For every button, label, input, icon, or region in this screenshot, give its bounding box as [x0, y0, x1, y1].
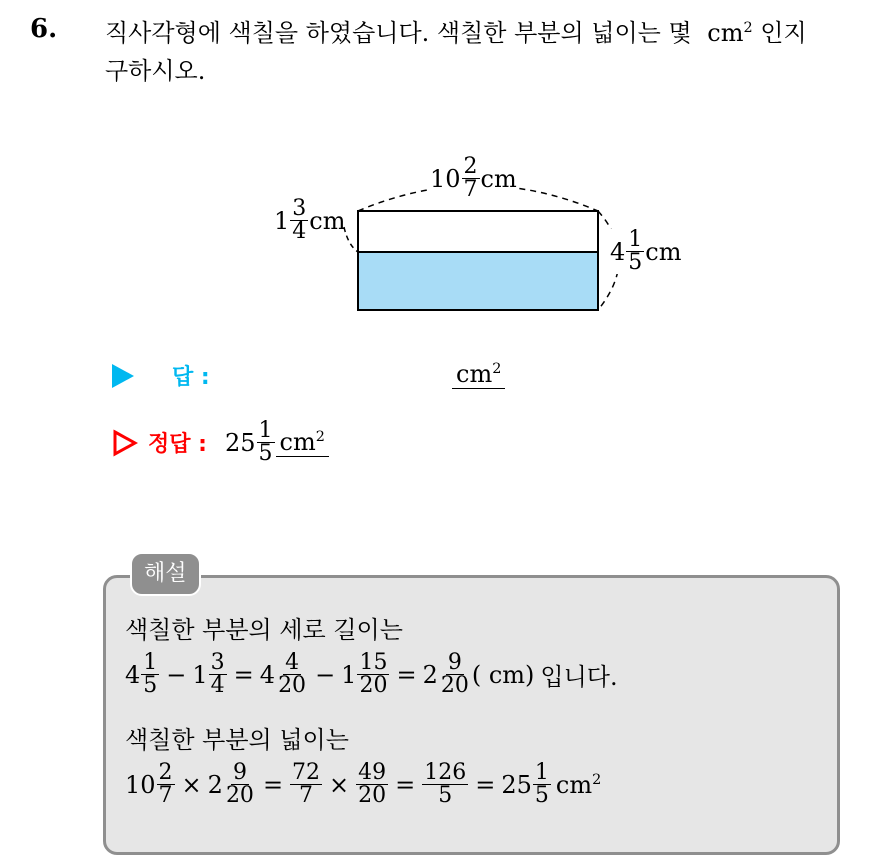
play-triangle-icon	[112, 364, 134, 388]
answer-label: 답 :	[172, 365, 210, 390]
explanation-line1: 색칠한 부분의 세로 길이는	[125, 616, 403, 644]
explanation-tag: 해설	[130, 552, 201, 596]
question-text-line1-end: 인지	[760, 19, 807, 47]
top-length-label: 10 $\frac{2}{7}$ cm	[430, 154, 517, 202]
question-text-line2: 구하시오.	[105, 57, 206, 85]
right-length-label: 4 $\frac{1}{5}$ cm	[610, 227, 682, 275]
answer-unit: $cm^2$	[452, 360, 505, 389]
explanation-line2: 4 $\frac{1}{5}$ − 1 $\frac{3}{4}$ = 4 $\frac{4}{20}$ − 1 $\frac{15}{20}$ = 2 $\frac{9}{20}$ ( cm) 입니다.	[125, 650, 618, 698]
answer-blank[interactable]	[452, 360, 505, 389]
correct-answer-label: 정답 :	[148, 432, 207, 457]
left-dimension-arc	[344, 227, 358, 252]
shaded-region	[358, 252, 598, 310]
left-length-label: 1 $\frac{3}{4}$ cm	[274, 196, 346, 244]
correct-answer-row	[112, 420, 329, 465]
correct-answer-value: 25 $\frac{1}{5}$ $cm^2$	[225, 420, 329, 465]
answer-row	[112, 360, 210, 391]
question-unit: $cm^2$	[707, 19, 753, 47]
question-number: 6.	[30, 14, 58, 44]
play-outline-icon	[112, 429, 138, 457]
explanation-line4: 10 $\frac{2}{7}$ × 2 $\frac{9}{20}$ = $\frac{72}{7}$ × $\frac{49}{20}$ = $\frac{126}{5}$ = 25 $\frac{1}{5}$ $cm^2$	[125, 760, 602, 808]
question-text-line1: 직사각형에 색칠을 하였습니다. 색칠한 부분의 넓이는 몇	[105, 19, 692, 47]
explanation-line3: 색칠한 부분의 넓이는	[125, 726, 349, 754]
